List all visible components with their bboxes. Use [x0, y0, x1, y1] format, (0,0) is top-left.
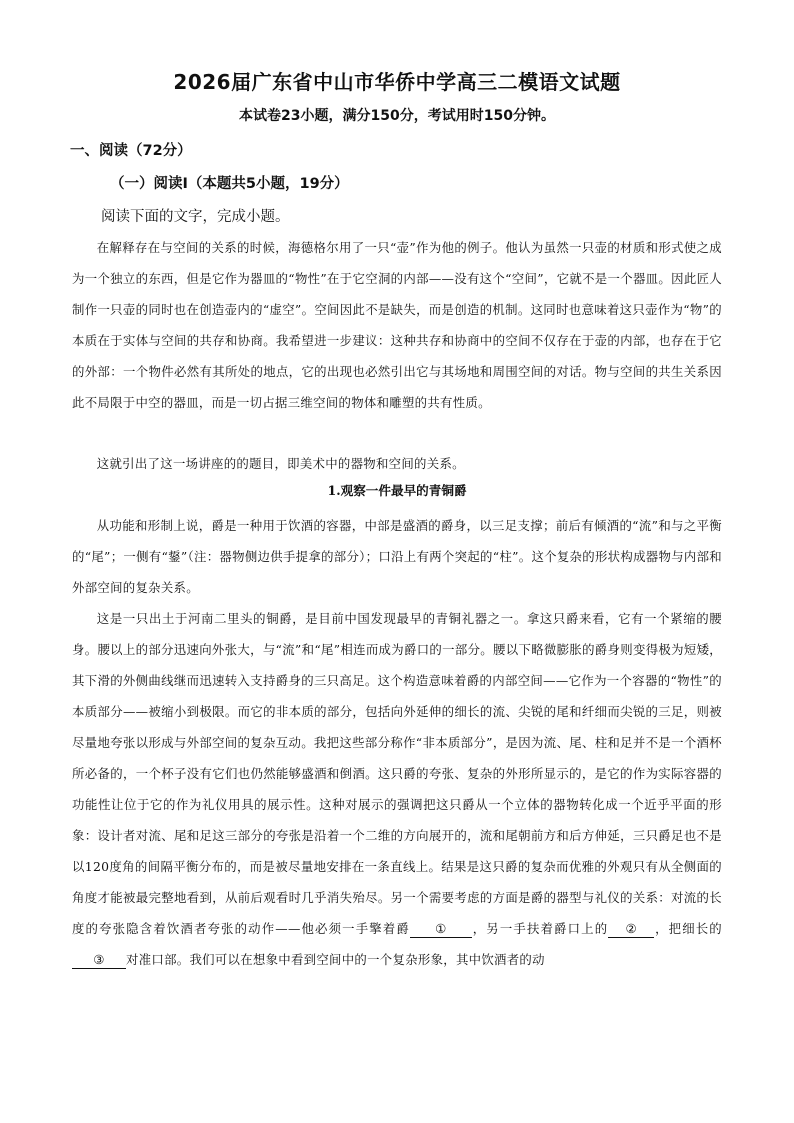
paragraph-text: 从功能和形制上说，爵是一种用于饮酒的容器，中部是盛酒的爵身，以三足支撑；前后有倾酒的“流”和与之平衡的“尾”；一侧有“鋬”（注：器物侧边供手提拿的部分）；口沿上有两个突起的“柱”。这个复杂的形状构成器物与内部和外部空间的复杂关系。 — [72, 518, 722, 595]
fill-blank-3[interactable]: ③ — [72, 952, 126, 969]
reading-instruction: 阅读下面的文字，完成小题。 — [101, 209, 290, 225]
paragraph-text: 这就引出了这一场讲座的的题目，即美术中的器物和空间的关系。 — [96, 456, 465, 471]
passage-paragraph-1 — [72, 232, 722, 418]
paragraph-text-a: 这是一只出土于河南二里头的铜爵，是目前中国发现最早的青铜礼器之一。拿这只爵来看，它有一个紧缩的腰身。腰以上的部分迅速向外张大，与“流”和“尾”相连而成为爵口的一部分。腰以下略微膨胀的爵身则变得极为短矮，其下滑的外侧曲线继而迅速转入支持爵身的三只高足。这个构造意味着爵的内部空间——它作为一个容器的“物性”的本质部分——被缩小到极限。而它的非本质的部分，包括向外延伸的细长的流、尖锐的尾和纤细而尖锐的三足，则被尽量地夸张以形成与外部空间的复杂互动。我把这些部分称作“非本质部分”，是因为流、尾、柱和足并不是一个酒杯所必备的，一个杯子没有它们也仍然能够盛酒和倒酒。这只爵的夸张、复杂的外形所显示的，是它的作为实际容器的功能性让位于它的作为礼仪用具的展示性。这种对展示的强调把这只爵从一个立体的器物转化成一个近乎平面的形象：设计者对流、尾和足这三部分的夸张是沿着一个二维的方向展开的，流和尾朝前方和后方伸延，三只爵足也不是以120度角的间隔平衡分布的，而是被尽量地安排在一条直线上。结果是这只爵的复杂而优雅的外观只有从全侧面的角度才能被最完整地看到，从前后观看时几乎消失殆尽。另一个需要考虑的方面是爵的器型与礼仪的关系：对流的长度的夸张隐含着饮酒者夸张的动作——他必须一手擎着爵 — [72, 611, 722, 936]
exam-title: 2026届广东省中山市华侨中学高三二模语文试题 — [173, 70, 621, 94]
passage-paragraph-3 — [72, 510, 722, 603]
exam-subtitle: 本试卷23小题，满分150分，考试用时150分钟。 — [239, 108, 555, 124]
paragraph-text-d: 对准口部。我们可以在想象中看到空间中的一个复杂形象，其中饮酒者的动 — [126, 952, 545, 967]
subsection-heading-reading-1: （一）阅读Ⅰ（本题共5小题，19分） — [110, 176, 349, 192]
paragraph-text — [72, 603, 722, 975]
passage-paragraph-4 — [72, 603, 722, 975]
paragraph-text-b: ，另一手扶着爵口上的 — [471, 921, 609, 936]
passage-paragraph-2 — [72, 448, 722, 479]
fill-blank-2[interactable]: ② — [608, 921, 654, 938]
fill-blank-1[interactable]: ① — [410, 921, 472, 938]
passage-section-heading: 1.观察一件最早的青铜爵 — [327, 483, 467, 498]
paragraph-text: 在解释存在与空间的关系的时候，海德格尔用了一只“壶”作为他的例子。他认为虽然一只壶的材质和形式使之成为一个独立的东西，但是它作为器皿的“物性”在于它空洞的内部——没有这个“空间”，它就不是一个器皿。因此匠人制作一只壶的同时也在创造壶内的“虚空”。空间因此不是缺失，而是创造的机制。这同时也意味着这只壶作为“物”的本质在于实体与空间的共存和协商。我希望进一步建议：这种共存和协商中的空间不仅存在于壶的内部，也存在于它的外部：一个物件必然有其所处的地点，它的出现也必然引出它与其场地和周围空间的对话。物与空间的共生关系因此不局限于中空的器皿，而是一切占据三维空间的物体和雕塑的共有性质。 — [72, 240, 722, 410]
paragraph-text-c: ，把细长的 — [654, 921, 722, 936]
section-heading-reading: 一、阅读（72分） — [70, 143, 192, 159]
